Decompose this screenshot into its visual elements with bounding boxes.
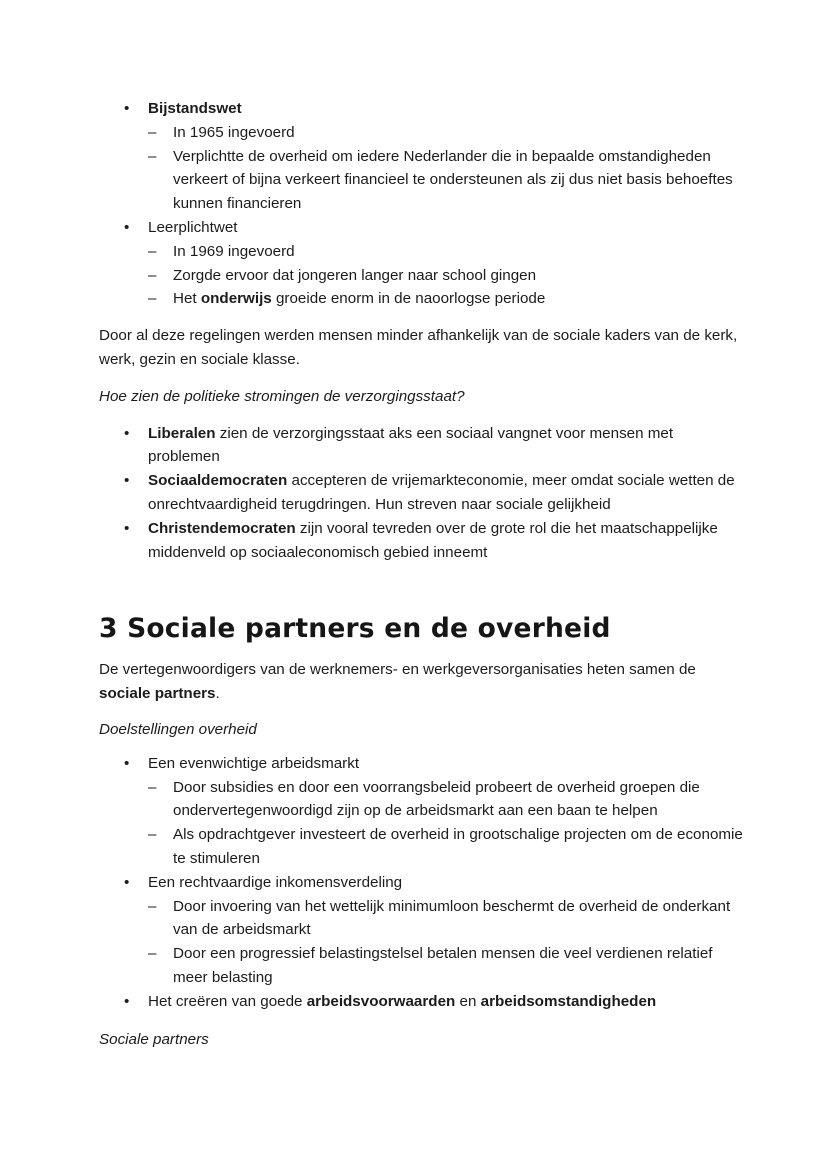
list-item	[124, 97, 744, 121]
list-item-text: Leerplichtwet	[148, 218, 238, 236]
sub-list-item-text: In 1969 ingevoerd	[173, 242, 295, 260]
list-item-text: Een evenwichtige arbeidsmarkt	[148, 754, 360, 772]
dash-icon: –	[148, 123, 157, 141]
bullet-icon: •	[124, 100, 130, 117]
document-content	[99, 97, 744, 1051]
sub-list-item	[148, 145, 744, 216]
dash-icon: –	[148, 826, 157, 844]
goals-list	[99, 752, 744, 1014]
dash-icon: –	[148, 897, 157, 915]
bullet-icon: •	[124, 754, 130, 772]
sub-list-item-text: Zorgde ervoor dat jongeren langer naar school gingen	[173, 266, 537, 284]
sub-list-item	[148, 823, 744, 871]
list-item	[124, 871, 744, 895]
politics-list	[99, 422, 744, 565]
sub-list-item	[148, 240, 744, 264]
list-item-text: Bijstandswet	[148, 100, 242, 117]
dash-icon: –	[148, 147, 157, 165]
bullet-icon: •	[124, 472, 130, 490]
sub-list-item-text: Verplichtte de overheid om iedere Nederlander die in bepaalde omstandigheden verkeert of bijna verkeert financieel te ondersteunen als zij dus niet basis behoeftes kunnen financieren	[173, 147, 733, 213]
list-item-text: Liberalen zien de verzorgingsstaat aks een sociaal vangnet voor mensen met problemen	[148, 424, 674, 466]
list-item	[124, 422, 744, 470]
sub-list-item	[148, 942, 744, 990]
list-item-text: Christendemocraten zijn vooral tevreden over de grote rol die het maatschappelijke middenveld op sociaaleconomisch gebied inneemt	[148, 519, 718, 561]
section-heading: 3 Sociale partners en de overheid	[99, 613, 611, 645]
subheading-sociale-partners: Sociale partners	[99, 1030, 209, 1048]
sub-list-item	[148, 895, 744, 943]
laws-list	[99, 97, 744, 311]
paragraph-regelingen: Door al deze regelingen werden mensen minder afhankelijk van de sociale kaders van de kerk, werk, gezin en sociale klasse.	[99, 327, 738, 368]
list-item	[124, 990, 744, 1014]
dash-icon: –	[148, 290, 157, 308]
subheading-doelstellingen-overheid: Doelstellingen overheid	[99, 720, 257, 738]
bullet-icon: •	[124, 992, 130, 1010]
sub-list-item-text: Als opdrachtgever investeert de overheid in grootschalige projecten om de economie te stimuleren	[173, 826, 743, 867]
list-item	[124, 517, 744, 565]
question-politieke-stromingen: Hoe zien de politieke stromingen de verzorgingsstaat?	[99, 387, 465, 405]
dash-icon: –	[148, 778, 157, 796]
dash-icon: –	[148, 266, 157, 284]
sub-list-item	[148, 121, 744, 145]
bullet-icon: •	[124, 873, 130, 891]
bullet-icon: •	[124, 218, 130, 236]
list-item	[124, 469, 744, 517]
sub-list-item-text: Door invoering van het wettelijk minimumloon beschermt de overheid de onderkant van de arbeidsmarkt	[173, 897, 731, 939]
list-item-text: Sociaaldemocraten accepteren de vrijemarkteconomie, meer omdat sociale wetten de onrechtvaardigheid terugdringen. Hun streven naar sociale gelijkheid	[148, 472, 735, 513]
sub-list-item	[148, 287, 744, 311]
list-item	[124, 752, 744, 776]
dash-icon: –	[148, 945, 157, 963]
list-item	[124, 216, 744, 240]
sub-list-item-text: Door een progressief belastingstelsel betalen mensen die veel verdienen relatief meer belasting	[173, 945, 713, 986]
list-item-text: Een rechtvaardige inkomensverdeling	[148, 873, 403, 891]
bullet-icon: •	[124, 519, 130, 537]
sub-list-item-text: In 1965 ingevoerd	[173, 123, 295, 141]
sub-list-item-text: Het onderwijs groeide enorm in de naoorlogse periode	[173, 290, 546, 308]
bullet-icon: •	[124, 424, 130, 442]
sub-list-item	[148, 776, 744, 824]
sub-list-item-text: Door subsidies en door een voorrangsbeleid probeert de overheid groepen die ondervertegenwoordigd zijn op de arbeidsmarkt aan een baan te helpen	[173, 778, 700, 820]
dash-icon: –	[148, 242, 157, 260]
paragraph-sociale-partners: De vertegenwoordigers van de werknemers- en werkgeversorganisaties heten samen de sociale partners.	[99, 661, 696, 703]
sub-list-item	[148, 264, 744, 288]
list-item-text: Het creëren van goede arbeidsvoorwaarden en arbeidsomstandigheden	[148, 992, 657, 1010]
